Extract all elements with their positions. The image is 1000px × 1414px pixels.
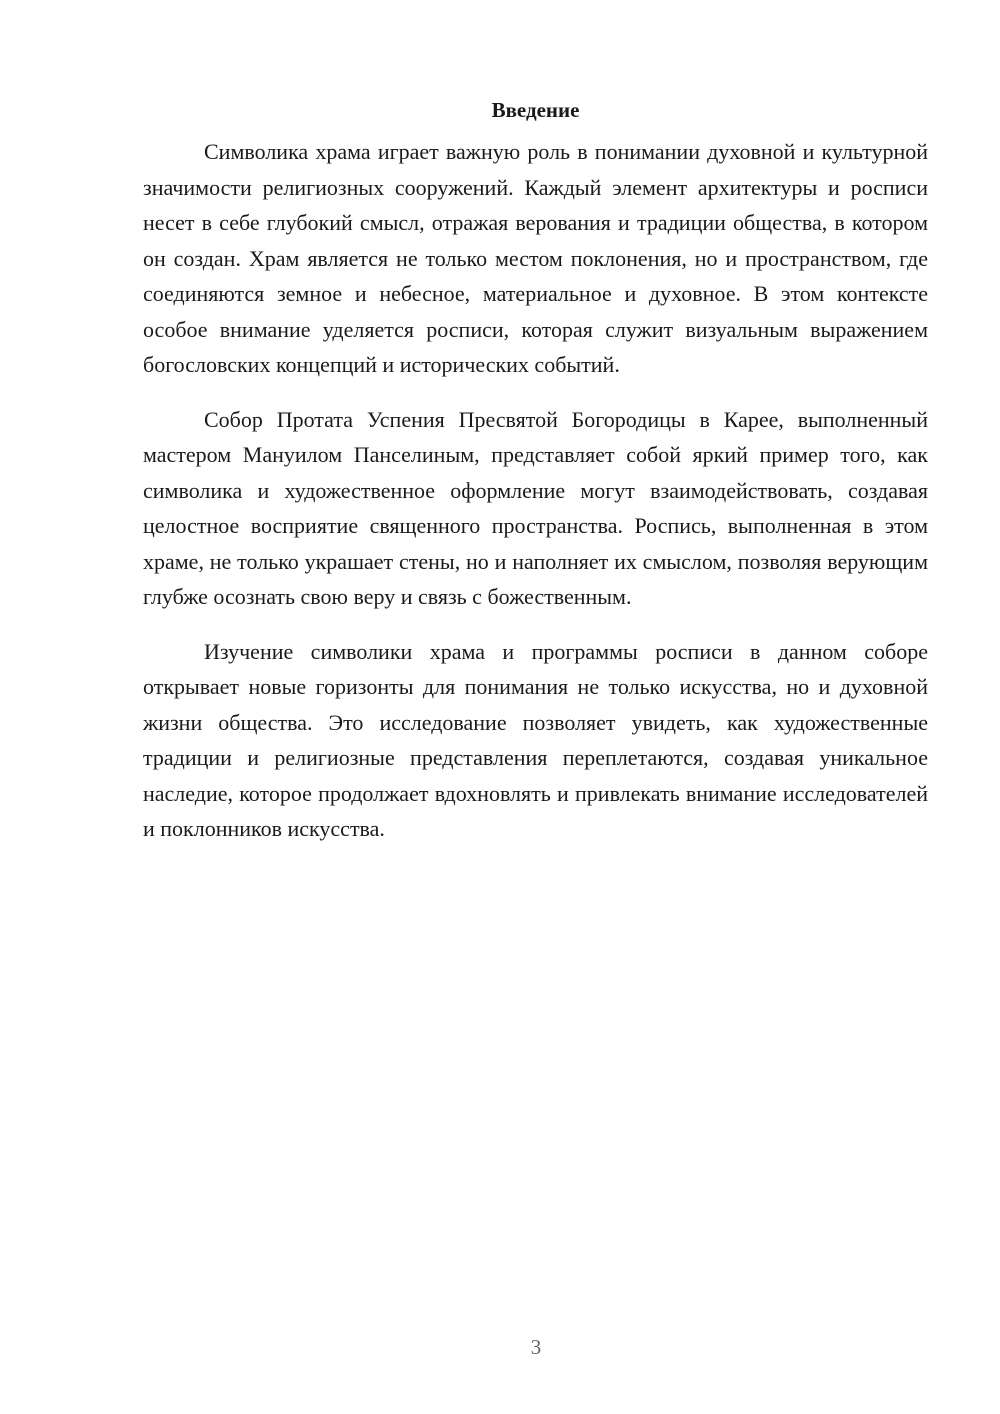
paragraph-2: Собор Протата Успения Пресвятой Богородицы в Карее, выполненный мастером Мануилом Панселиным, представляет собой яркий пример того, как символика и художественное оформление могут взаимодействовать, создавая целостное восприятие священного пространства. Роспись, выполненная в этом храме, не только украшает стены, но и наполняет их смыслом, позволяя верующим глубже осознать свою веру и связь с божественным.: [143, 406, 928, 609]
paragraph-1: Символика храма играет важную роль в понимании духовной и культурной значимости религиозных сооружений. Каждый элемент архитектуры и росписи несет в себе глубокий смысл, отражая верования и традиции общества, в котором он создан. Храм является не только местом поклонения, но и пространством, где соединяются земное и небесное, материальное и духовное. В этом контексте особое внимание уделяется росписи, которая служит визуальным выражением богословских концепций и исторических событий.: [143, 139, 928, 377]
page-number: 3: [530, 1335, 542, 1359]
paragraph-3: Изучение символики храма и программы росписи в данном соборе открывает новые горизонты для понимания не только искусства, но и духовной жизни общества. Это исследование позволяет увидеть, как художественные традиции и религиозные представления переплетаются, создавая уникальное наследие, которое продолжает вдохновлять и привлекать внимание исследователей и поклонников искусства.: [143, 638, 928, 841]
section-heading: Введение: [491, 98, 580, 122]
page-content: [143, 96, 928, 866]
